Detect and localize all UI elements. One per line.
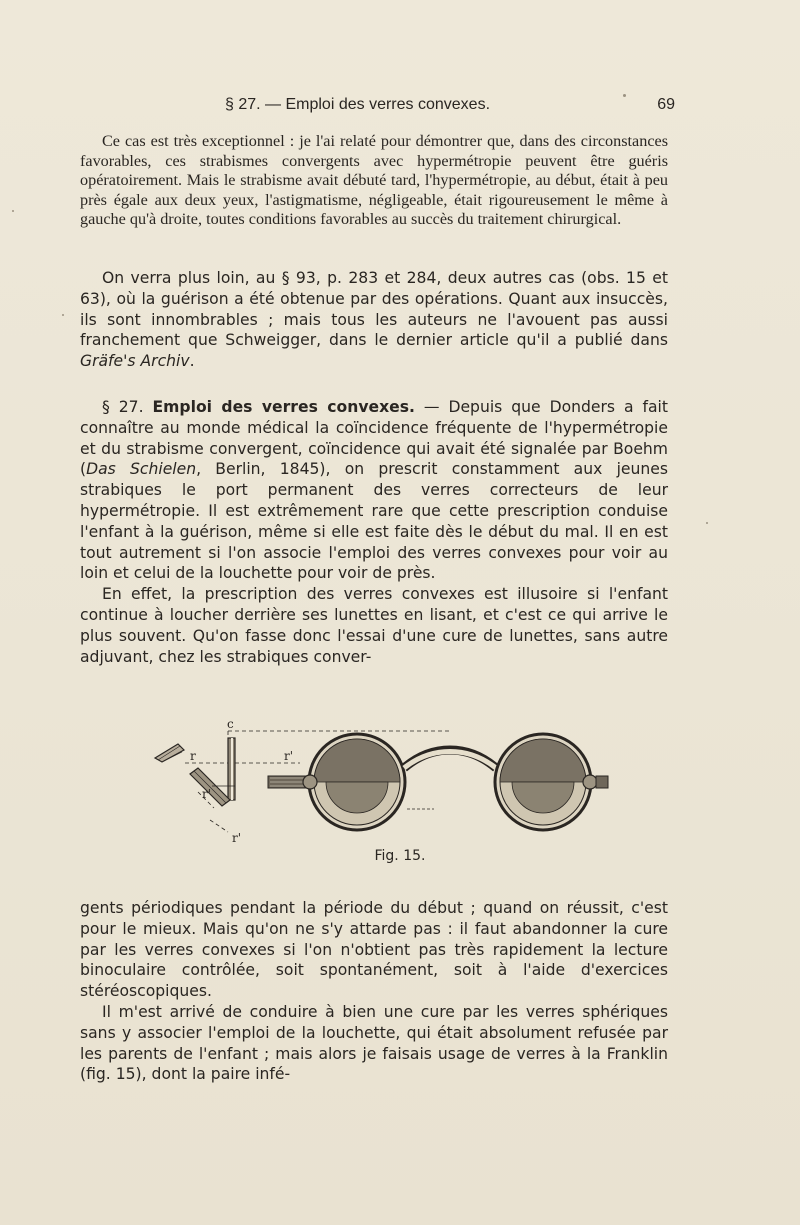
paper-speck — [623, 94, 626, 97]
small-print-paragraph: Ce cas est très exceptionnel : je l'ai relaté pour démontrer que, dans des circonstances favorables, ces strabismes convergents avec hypermétropie peuvent être guéris opératoirement. Mais le strabisme avait débuté tard, l'hypermétropie, au début, était à peu près égale aux deux yeux, l'astigmatisme, négligeable, était rigoureusement le même à gauche qu'à droite, toutes conditions favorables au succès du traitement chirurgical. — [80, 132, 668, 229]
label-r-bottom: r' — [232, 831, 242, 845]
figure-15 — [150, 716, 610, 846]
section-heading: Emploi des verres convexes. — [152, 398, 415, 416]
label-r-lower: r' — [202, 787, 212, 801]
paragraph: En effet, la prescription des verres convexes est illusoire si l'enfant continue à loucher derrière ses lunettes en lisant, et c'est ce qui arrive le plus souvent. Qu'on fasse donc l'essai d'une cure de lunettes, sans autre adjuvant, chez les strabiques conver- — [80, 585, 668, 666]
paragraph-text: — Depuis que Donders a fait connaître au monde médical la coïncidence fréquente de l'hypermétropie et du strabisme convergent, coïncidence qui avait été signalée par Boehm ( — [80, 398, 668, 479]
journal-title: Gräfe's Archiv — [80, 352, 190, 371]
paper-speck — [12, 210, 14, 212]
spectacles-illustration — [150, 716, 610, 846]
paragraph-text: On verra plus loin, au § 93, p. 283 et 284, deux autres cas (obs. 15 et 63), où la guérison a été obtenue par des opérations. Quant aux insuccès, ils sont innombrables ; mais tous les auteurs ne l'avouent pas aussi franchement que Schweigger, dans le dernier article qu'il a publié dans — [80, 269, 668, 350]
page-number: 69 — [657, 96, 675, 113]
section-paragraph — [80, 397, 668, 584]
label-r-prime: r' — [284, 749, 294, 763]
paper-speck — [706, 522, 708, 524]
running-title: § 27. — Emploi des verres convexes. — [225, 96, 491, 113]
paper-speck — [62, 314, 64, 316]
running-header — [225, 96, 675, 118]
label-c: c — [227, 717, 234, 731]
paragraph-text: , Berlin, 1845), on prescrit constamment aux jeunes strabiques le port permanent des verres correcteurs de leur hypermétropie. Il est extrêmement rare que cette prescription conduise l'enfant à la guérison, même si elle est faite dès le début du mal. Il en est tout autrement si l'on associe l'emploi des verres convexes pour voir au loin et celui de la louchette pour voir de près. — [80, 460, 668, 583]
paragraph — [80, 268, 668, 372]
paragraph-text: . — [189, 352, 195, 371]
section-number: § 27. — [102, 398, 144, 416]
book-title: Das Schielen — [86, 460, 197, 479]
section-27 — [80, 397, 668, 667]
continuation-block — [80, 898, 668, 1085]
figure-caption: Fig. 15. — [374, 848, 426, 864]
franklin-spectacles — [268, 734, 608, 830]
paragraph: Il m'est arrivé de conduire à bien une cure par les verres sphériques sans y associer l'emploi de la louchette, qui était absolument refusée par les parents de l'enfant ; mais alors je faisais usage de verres à la Franklin (fig. 15), dont la paire infé- — [80, 1002, 668, 1084]
paragraph-block — [80, 268, 668, 372]
label-r: r — [190, 749, 196, 763]
paragraph: gents périodiques pendant la période du début ; quand on réussit, c'est pour le mieux. Mais qu'on ne s'y attarde pas : il faut abandonner la cure par les verres convexes si l'on n'obtient pas très rapidement la lecture binoculaire contrôlée, soit spontanément, soit à l'aide d'exercices stéréoscopiques. — [80, 899, 668, 1001]
